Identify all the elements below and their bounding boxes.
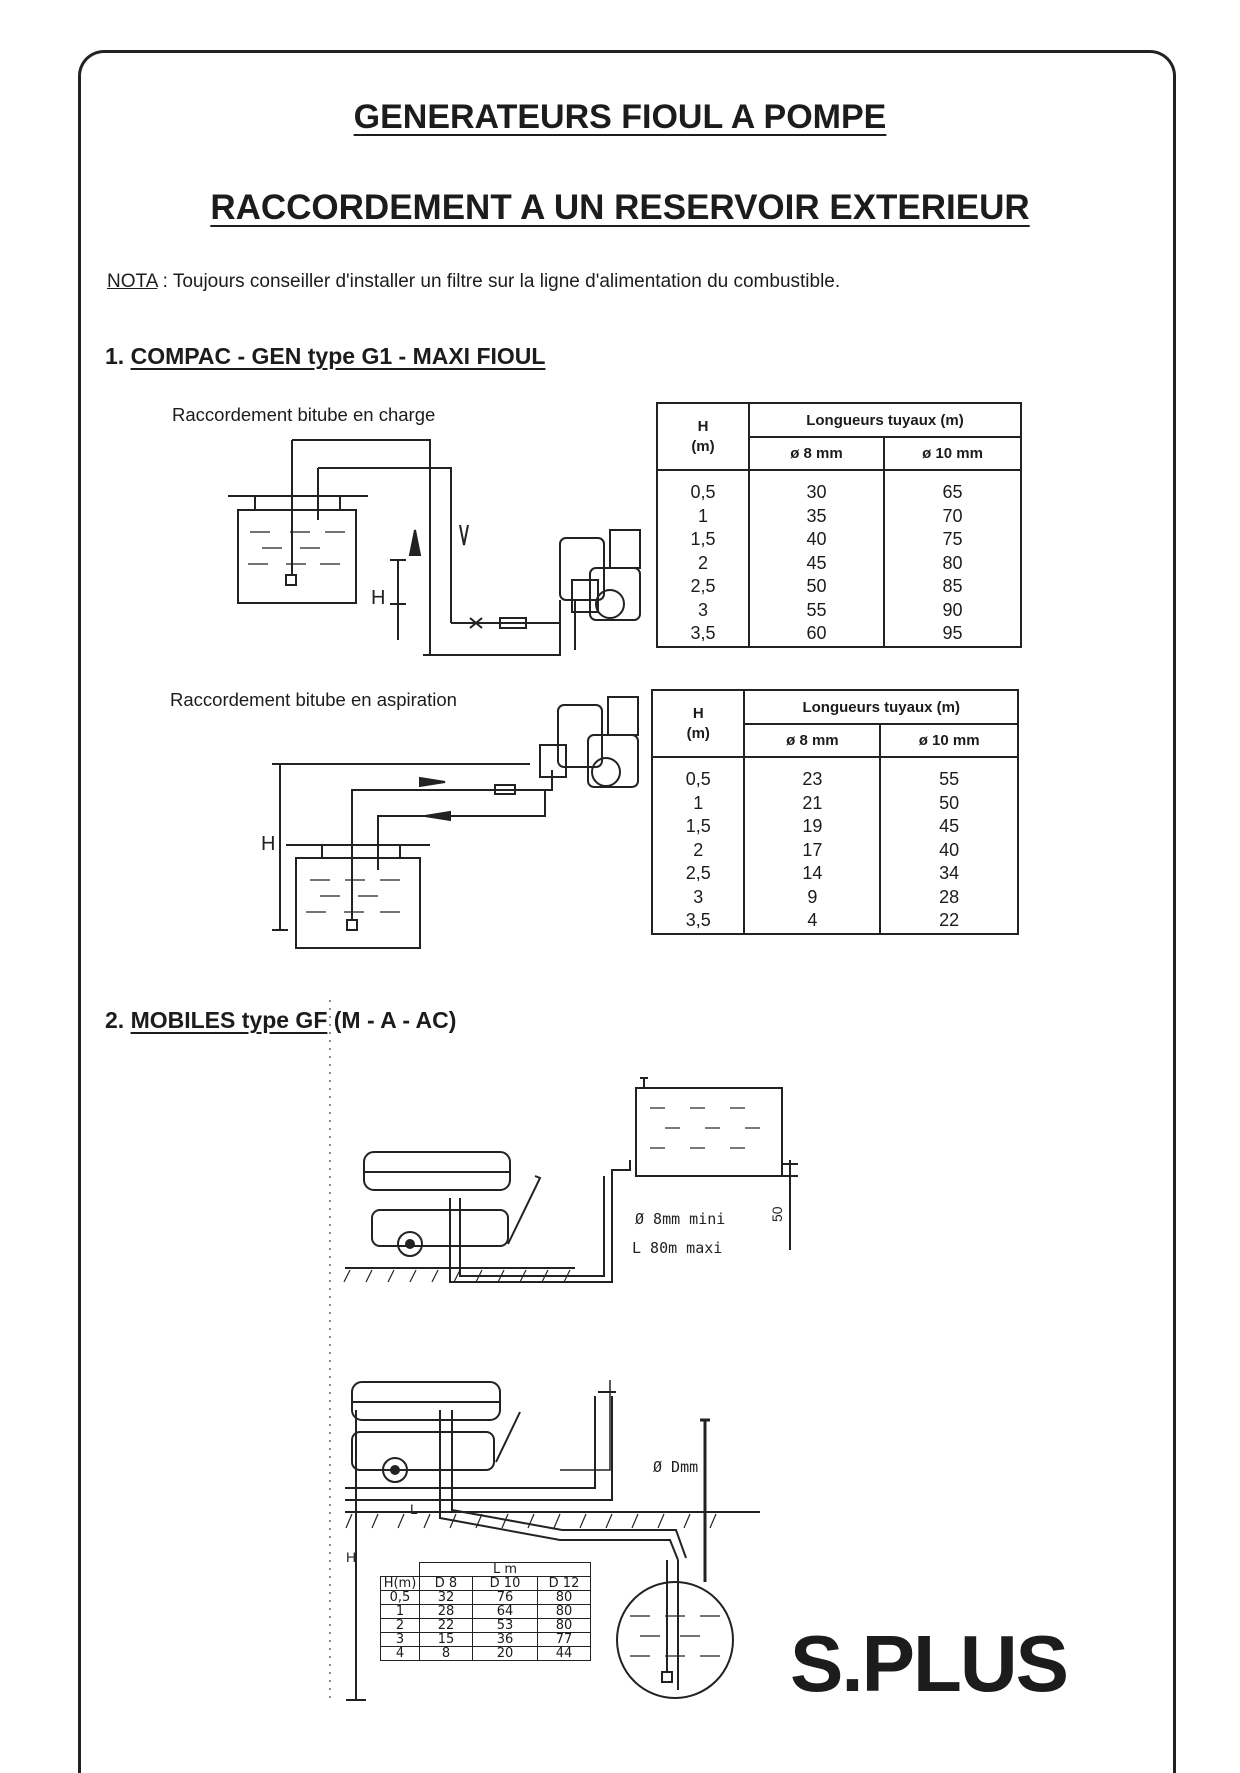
heater-icon — [364, 1152, 540, 1256]
table-charge-col10: ø 10 mm — [884, 437, 1021, 470]
table-aspiration-col8: ø 8 mm — [744, 724, 880, 757]
splus-logo: S.PLUS — [790, 1619, 1067, 1708]
table-row: 0,5 23 55 — [652, 768, 1018, 792]
tank-icon — [286, 845, 430, 948]
section1-title: COMPAC - GEN type G1 - MAXI FIOUL — [130, 343, 546, 369]
aspiration-h-label: H — [261, 833, 276, 855]
charge-h-label: H — [371, 587, 386, 609]
table-row: 1,5 19 45 — [652, 815, 1018, 839]
section2-title: MOBILES type GF — [130, 1007, 328, 1033]
section2-suffix: (M - A - AC) — [327, 1007, 457, 1033]
table-mobile-group-header: L m — [420, 1563, 591, 1577]
table-aspiration-group-header: Longueurs tuyaux (m) — [744, 690, 1018, 724]
table-charge-h-header: H (m) — [657, 403, 749, 470]
table-row: 3 15 36 77 — [381, 1633, 591, 1647]
section1-number: 1. — [105, 343, 125, 369]
tank-icon — [228, 496, 368, 603]
table-aspiration-h-header: H (m) — [652, 690, 744, 757]
table-row: 2 22 53 80 — [381, 1619, 591, 1633]
diagram-charge — [228, 440, 640, 655]
table-row: 0,5 32 76 80 — [381, 1591, 591, 1605]
lower-l-label: L — [410, 1501, 418, 1517]
nota-text: : Toujours conseiller d'installer un filtre sur la ligne d'alimentation du combustible. — [157, 271, 841, 292]
diagram-aspiration — [272, 697, 638, 948]
table-charge-group-header: Longueurs tuyaux (m) — [749, 403, 1021, 437]
heater-icon — [352, 1382, 520, 1482]
table-mobile: L m H(m) D 8 D 10 D 12 0,5 32 76 80 1 28 64 80 2 22 53 80 3 15 36 77 4 8 20 44 — [380, 1562, 591, 1661]
lower-h-label: H — [346, 1549, 357, 1565]
tank-icon — [636, 1078, 782, 1176]
table-row: 2,5 50 85 — [657, 575, 1021, 599]
caption-aspiration: Raccordement bitube en aspiration — [170, 689, 457, 710]
table-row: 3,5 4 22 — [652, 909, 1018, 934]
upper-length-label: L 80m maxi — [632, 1239, 723, 1257]
table-row: 2 45 80 — [657, 552, 1021, 576]
table-row: 3,5 60 95 — [657, 622, 1021, 647]
upper-height-label: 50 — [769, 1206, 785, 1222]
page-subtitle: RACCORDEMENT A UN RESERVOIR EXTERIEUR — [210, 188, 1030, 227]
upper-diameter-label: Ø 8mm mini — [635, 1210, 726, 1228]
table-row: 0,5 30 65 — [657, 481, 1021, 505]
table-row: 3 55 90 — [657, 599, 1021, 623]
table-row: 2,5 14 34 — [652, 862, 1018, 886]
caption-charge: Raccordement bitube en charge — [172, 404, 436, 425]
lower-diameter-label: Ø Dmm — [653, 1458, 699, 1476]
table-row: 1 35 70 — [657, 505, 1021, 529]
section2-number: 2. — [105, 1007, 125, 1033]
table-aspiration-col10: ø 10 mm — [880, 724, 1018, 757]
burner-pump-icon — [560, 530, 640, 650]
table-row: 2 17 40 — [652, 839, 1018, 863]
table-row: 3 9 28 — [652, 886, 1018, 910]
page-title: GENERATEURS FIOUL A POMPE — [353, 98, 887, 136]
table-row: 4 8 20 44 — [381, 1647, 591, 1661]
nota-label: NOTA — [107, 271, 158, 292]
table-row: 1,5 40 75 — [657, 528, 1021, 552]
table-row: 1 28 64 80 — [381, 1605, 591, 1619]
table-row: 1 21 50 — [652, 792, 1018, 816]
table-charge-col8: ø 8 mm — [749, 437, 884, 470]
burner-pump-icon — [540, 697, 638, 787]
